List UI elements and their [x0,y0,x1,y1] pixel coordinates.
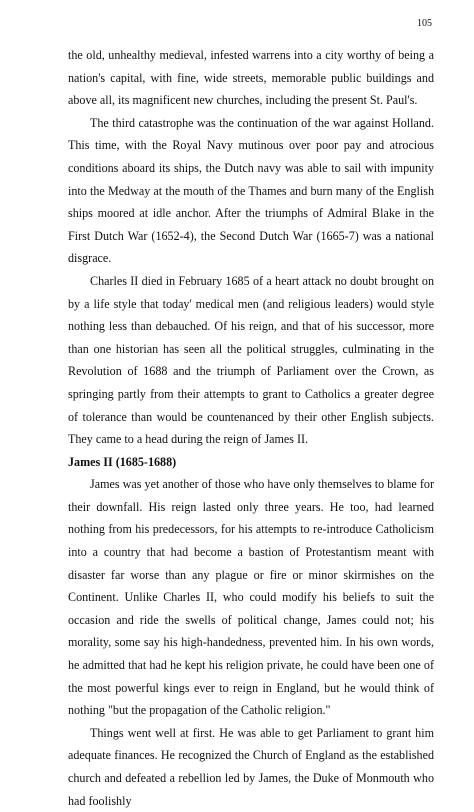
page-number: 105 [417,18,432,29]
page-body [68,44,434,812]
paragraph-continuation: the old, unhealthy medieval, infested warrens into a city worthy of being a nation's capital, with fine, wide streets, memorable public buildings and above all, its magnificent new churches, including the present St. Paul's. [68,48,434,108]
paragraph-third-catastrophe: The third catastrophe was the continuation of the war against Holland. This time, with the Royal Navy mutinous over poor pay and atrocious conditions aboard its ships, the Dutch navy was able to sail with impunity into the Medway at the mouth of the Thames and burn many of the English ships moored at idle anchor. After the triumphs of Admiral Blake in the First Dutch War (1652-4), the Second Dutch War (1665-7) was a national disgrace. [68,115,434,266]
paragraph-things-went-well: Things went well at first. He was able to get Parliament to grant him adequate finances. He recognized the Church of England as the established church and defeated a rebellion led by James, the Duke of Monmouth who had foolishly [68,725,434,808]
paragraph-charles-ii-death: Charles II died in February 1685 of a heart attack no doubt brought on by a life style that today' medical men (and religious leaders) would style nothing less than debauched. Of his reign, and that of his successor, more than one historian has seen all the political struggles, culminating in the Revolution of 1688 and the triumph of Parliament over the Crown, as springing partly from their attempts to grant to Catholics a greater degree of tolerance than would be countenanced by their other English subjects. They came to a head during the reign of James II. [68,273,434,447]
paragraph-james-ii-downfall: James was yet another of those who have only themselves to blame for their downfall. His reign lasted only three years. He too, had learned nothing from his predecessors, for his attempts to re-introduce Catholicism into a country that had become a bastion of Protestantism meant with disaster far worse than any plague or fire or minor skirmishes on the Continent. Unlike Charles II, who could modify his beliefs to suit the occasion and ride the swells of political change, James could not; his morality, some say his high-handedness, prevented him. In his own words, he admitted that had he kept his religion private, he could have been one of the most powerful kings ever to reign in England, but he would think of nothing "but the propagation of the Catholic religion." [68,477,434,718]
section-heading-james-ii: James II (1685-1688) [68,454,177,469]
